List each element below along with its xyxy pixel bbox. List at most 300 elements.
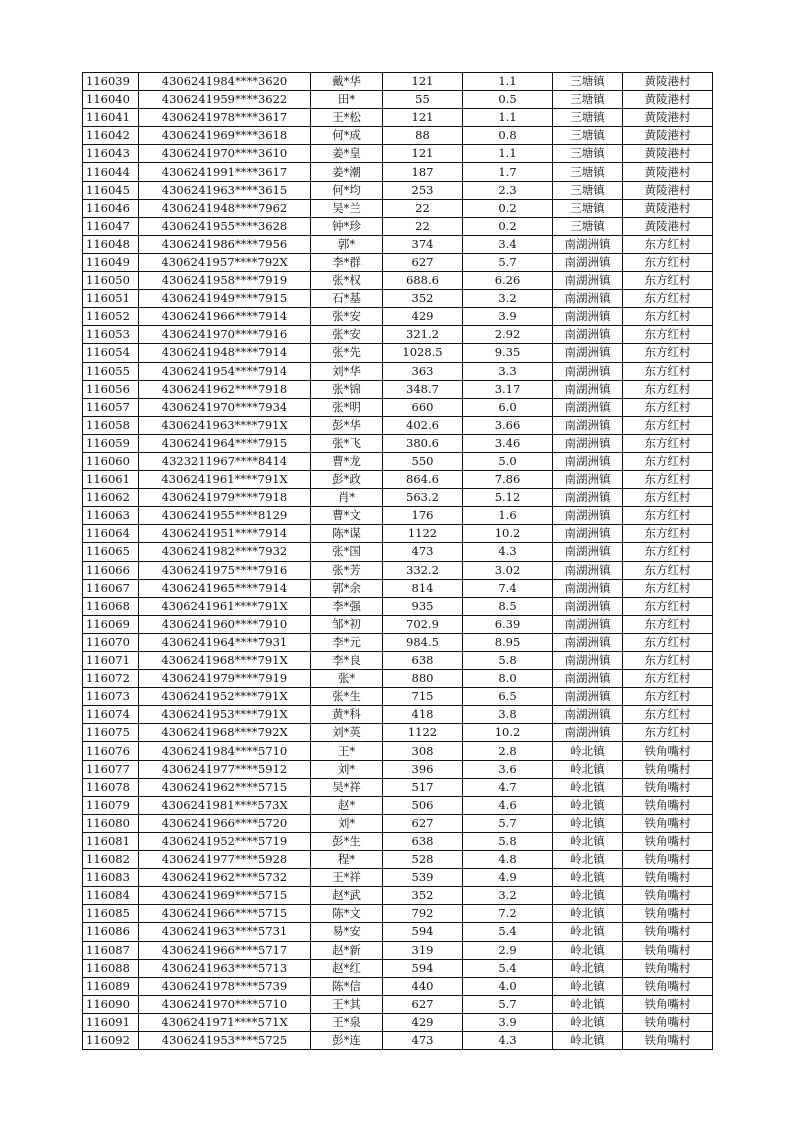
town-cell: 岭北镇 xyxy=(553,941,623,959)
town-cell: 三塘镇 xyxy=(553,217,623,235)
name-cell: 王*泉 xyxy=(311,1013,383,1031)
serial-cell: 116066 xyxy=(83,561,139,579)
serial-cell: 116061 xyxy=(83,471,139,489)
amount-cell: 352 xyxy=(383,290,463,308)
amount-cell: 22 xyxy=(383,217,463,235)
area-cell: 5.8 xyxy=(463,832,553,850)
name-cell: 张*明 xyxy=(311,398,383,416)
serial-cell: 116085 xyxy=(83,905,139,923)
village-cell: 铁角嘴村 xyxy=(623,760,713,778)
table-row xyxy=(83,579,713,597)
amount-cell: 429 xyxy=(383,308,463,326)
village-cell: 东方红村 xyxy=(623,398,713,416)
table-row xyxy=(83,380,713,398)
town-cell: 南湖洲镇 xyxy=(553,543,623,561)
area-cell: 0.2 xyxy=(463,199,553,217)
amount-cell: 1122 xyxy=(383,525,463,543)
amount-cell: 308 xyxy=(383,742,463,760)
table-row xyxy=(83,127,713,145)
area-cell: 1.1 xyxy=(463,73,553,91)
amount-cell: 121 xyxy=(383,73,463,91)
id-number-cell: 4306241969****5715 xyxy=(139,887,311,905)
village-cell: 铁角嘴村 xyxy=(623,778,713,796)
table-row xyxy=(83,941,713,959)
table-row xyxy=(83,507,713,525)
serial-cell: 116070 xyxy=(83,633,139,651)
id-number-cell: 4306241949****7915 xyxy=(139,290,311,308)
serial-cell: 116087 xyxy=(83,941,139,959)
id-number-cell: 4306241952****5719 xyxy=(139,832,311,850)
amount-cell: 880 xyxy=(383,670,463,688)
area-cell: 3.9 xyxy=(463,308,553,326)
town-cell: 南湖洲镇 xyxy=(553,652,623,670)
serial-cell: 116073 xyxy=(83,688,139,706)
area-cell: 2.3 xyxy=(463,181,553,199)
id-number-cell: 4306241961****791X xyxy=(139,597,311,615)
amount-cell: 332.2 xyxy=(383,561,463,579)
town-cell: 岭北镇 xyxy=(553,887,623,905)
name-cell: 张*先 xyxy=(311,344,383,362)
serial-cell: 116062 xyxy=(83,489,139,507)
area-cell: 3.46 xyxy=(463,434,553,452)
name-cell: 刘*英 xyxy=(311,724,383,742)
table-row xyxy=(83,471,713,489)
name-cell: 王* xyxy=(311,742,383,760)
name-cell: 李*良 xyxy=(311,652,383,670)
serial-cell: 116063 xyxy=(83,507,139,525)
id-number-cell: 4306241970****5710 xyxy=(139,995,311,1013)
amount-cell: 792 xyxy=(383,905,463,923)
id-number-cell: 4323211967****8414 xyxy=(139,452,311,470)
serial-cell: 116090 xyxy=(83,995,139,1013)
area-cell: 1.6 xyxy=(463,507,553,525)
table-row xyxy=(83,561,713,579)
name-cell: 赵*武 xyxy=(311,887,383,905)
town-cell: 南湖洲镇 xyxy=(553,724,623,742)
amount-cell: 1028.5 xyxy=(383,344,463,362)
town-cell: 南湖洲镇 xyxy=(553,253,623,271)
name-cell: 李*群 xyxy=(311,253,383,271)
town-cell: 南湖洲镇 xyxy=(553,326,623,344)
village-cell: 东方红村 xyxy=(623,561,713,579)
id-number-cell: 4306241960****7910 xyxy=(139,615,311,633)
amount-cell: 528 xyxy=(383,851,463,869)
area-cell: 4.7 xyxy=(463,778,553,796)
amount-cell: 363 xyxy=(383,362,463,380)
town-cell: 南湖洲镇 xyxy=(553,670,623,688)
serial-cell: 116059 xyxy=(83,434,139,452)
area-cell: 5.4 xyxy=(463,923,553,941)
name-cell: 赵* xyxy=(311,796,383,814)
name-cell: 吴*兰 xyxy=(311,199,383,217)
name-cell: 姜*潮 xyxy=(311,163,383,181)
village-cell: 东方红村 xyxy=(623,688,713,706)
name-cell: 张*芳 xyxy=(311,561,383,579)
table-row xyxy=(83,452,713,470)
village-cell: 东方红村 xyxy=(623,471,713,489)
table-row xyxy=(83,416,713,434)
amount-cell: 473 xyxy=(383,1031,463,1049)
amount-cell: 374 xyxy=(383,235,463,253)
serial-cell: 116050 xyxy=(83,272,139,290)
amount-cell: 352 xyxy=(383,887,463,905)
amount-cell: 638 xyxy=(383,652,463,670)
village-cell: 黄陵港村 xyxy=(623,109,713,127)
town-cell: 岭北镇 xyxy=(553,796,623,814)
area-cell: 3.6 xyxy=(463,760,553,778)
id-number-cell: 4306241978****3617 xyxy=(139,109,311,127)
name-cell: 张*国 xyxy=(311,543,383,561)
village-cell: 东方红村 xyxy=(623,253,713,271)
id-number-cell: 4306241975****7916 xyxy=(139,561,311,579)
serial-cell: 116092 xyxy=(83,1031,139,1049)
name-cell: 刘* xyxy=(311,760,383,778)
name-cell: 彭*政 xyxy=(311,471,383,489)
village-cell: 黄陵港村 xyxy=(623,91,713,109)
table-row xyxy=(83,869,713,887)
serial-cell: 116076 xyxy=(83,742,139,760)
area-cell: 8.0 xyxy=(463,670,553,688)
area-cell: 4.3 xyxy=(463,1031,553,1049)
area-cell: 9.35 xyxy=(463,344,553,362)
area-cell: 7.86 xyxy=(463,471,553,489)
name-cell: 邹*初 xyxy=(311,615,383,633)
table-row xyxy=(83,290,713,308)
id-number-cell: 4306241965****7914 xyxy=(139,579,311,597)
amount-cell: 660 xyxy=(383,398,463,416)
serial-cell: 116082 xyxy=(83,851,139,869)
serial-cell: 116047 xyxy=(83,217,139,235)
serial-cell: 116041 xyxy=(83,109,139,127)
serial-cell: 116077 xyxy=(83,760,139,778)
amount-cell: 984.5 xyxy=(383,633,463,651)
town-cell: 南湖洲镇 xyxy=(553,561,623,579)
id-number-cell: 4306241955****3628 xyxy=(139,217,311,235)
id-number-cell: 4306241979****7918 xyxy=(139,489,311,507)
amount-cell: 440 xyxy=(383,977,463,995)
area-cell: 8.95 xyxy=(463,633,553,651)
town-cell: 岭北镇 xyxy=(553,995,623,1013)
serial-cell: 116040 xyxy=(83,91,139,109)
village-cell: 铁角嘴村 xyxy=(623,1013,713,1031)
town-cell: 南湖洲镇 xyxy=(553,688,623,706)
town-cell: 南湖洲镇 xyxy=(553,416,623,434)
town-cell: 南湖洲镇 xyxy=(553,235,623,253)
village-cell: 东方红村 xyxy=(623,652,713,670)
village-cell: 东方红村 xyxy=(623,416,713,434)
serial-cell: 116054 xyxy=(83,344,139,362)
amount-cell: 187 xyxy=(383,163,463,181)
name-cell: 赵*红 xyxy=(311,959,383,977)
amount-cell: 627 xyxy=(383,814,463,832)
town-cell: 南湖洲镇 xyxy=(553,434,623,452)
village-cell: 东方红村 xyxy=(623,308,713,326)
village-cell: 黄陵港村 xyxy=(623,127,713,145)
table-body xyxy=(83,73,713,1050)
town-cell: 南湖洲镇 xyxy=(553,489,623,507)
village-cell: 东方红村 xyxy=(623,452,713,470)
data-table xyxy=(82,72,713,1050)
serial-cell: 116049 xyxy=(83,253,139,271)
village-cell: 铁角嘴村 xyxy=(623,923,713,941)
town-cell: 南湖洲镇 xyxy=(553,706,623,724)
id-number-cell: 4306241982****7932 xyxy=(139,543,311,561)
town-cell: 岭北镇 xyxy=(553,977,623,995)
table-row xyxy=(83,181,713,199)
area-cell: 5.0 xyxy=(463,452,553,470)
amount-cell: 627 xyxy=(383,995,463,1013)
table-row xyxy=(83,959,713,977)
town-cell: 南湖洲镇 xyxy=(553,633,623,651)
town-cell: 三塘镇 xyxy=(553,91,623,109)
village-cell: 铁角嘴村 xyxy=(623,814,713,832)
town-cell: 岭北镇 xyxy=(553,832,623,850)
area-cell: 4.6 xyxy=(463,796,553,814)
area-cell: 0.5 xyxy=(463,91,553,109)
area-cell: 3.17 xyxy=(463,380,553,398)
name-cell: 张*生 xyxy=(311,688,383,706)
id-number-cell: 4306241963****3615 xyxy=(139,181,311,199)
id-number-cell: 4306241957****792X xyxy=(139,253,311,271)
id-number-cell: 4306241968****792X xyxy=(139,724,311,742)
serial-cell: 116074 xyxy=(83,706,139,724)
name-cell: 王*松 xyxy=(311,109,383,127)
name-cell: 张* xyxy=(311,670,383,688)
id-number-cell: 4306241971****571X xyxy=(139,1013,311,1031)
serial-cell: 116069 xyxy=(83,615,139,633)
id-number-cell: 4306241970****3610 xyxy=(139,145,311,163)
amount-cell: 321.2 xyxy=(383,326,463,344)
town-cell: 南湖洲镇 xyxy=(553,507,623,525)
id-number-cell: 4306241963****5713 xyxy=(139,959,311,977)
name-cell: 彭*生 xyxy=(311,832,383,850)
id-number-cell: 4306241951****7914 xyxy=(139,525,311,543)
village-cell: 东方红村 xyxy=(623,380,713,398)
town-cell: 岭北镇 xyxy=(553,851,623,869)
name-cell: 张*权 xyxy=(311,272,383,290)
id-number-cell: 4306241962****7918 xyxy=(139,380,311,398)
serial-cell: 116053 xyxy=(83,326,139,344)
amount-cell: 253 xyxy=(383,181,463,199)
serial-cell: 116057 xyxy=(83,398,139,416)
table-row xyxy=(83,977,713,995)
area-cell: 5.8 xyxy=(463,652,553,670)
village-cell: 铁角嘴村 xyxy=(623,959,713,977)
table-row xyxy=(83,91,713,109)
id-number-cell: 4306241961****791X xyxy=(139,471,311,489)
serial-cell: 116089 xyxy=(83,977,139,995)
id-number-cell: 4306241948****7914 xyxy=(139,344,311,362)
serial-cell: 116078 xyxy=(83,778,139,796)
village-cell: 铁角嘴村 xyxy=(623,742,713,760)
town-cell: 南湖洲镇 xyxy=(553,308,623,326)
id-number-cell: 4306241977****5928 xyxy=(139,851,311,869)
village-cell: 东方红村 xyxy=(623,344,713,362)
area-cell: 3.3 xyxy=(463,362,553,380)
name-cell: 姜*皇 xyxy=(311,145,383,163)
town-cell: 三塘镇 xyxy=(553,199,623,217)
name-cell: 王*祥 xyxy=(311,869,383,887)
town-cell: 岭北镇 xyxy=(553,905,623,923)
amount-cell: 22 xyxy=(383,199,463,217)
amount-cell: 176 xyxy=(383,507,463,525)
village-cell: 东方红村 xyxy=(623,362,713,380)
name-cell: 曹*文 xyxy=(311,507,383,525)
name-cell: 李*强 xyxy=(311,597,383,615)
name-cell: 王*其 xyxy=(311,995,383,1013)
table-row xyxy=(83,217,713,235)
name-cell: 戴*华 xyxy=(311,73,383,91)
amount-cell: 864.6 xyxy=(383,471,463,489)
town-cell: 南湖洲镇 xyxy=(553,380,623,398)
area-cell: 6.5 xyxy=(463,688,553,706)
id-number-cell: 4306241959****3622 xyxy=(139,91,311,109)
id-number-cell: 4306241966****7914 xyxy=(139,308,311,326)
village-cell: 黄陵港村 xyxy=(623,163,713,181)
village-cell: 东方红村 xyxy=(623,706,713,724)
village-cell: 铁角嘴村 xyxy=(623,832,713,850)
name-cell: 陈*谋 xyxy=(311,525,383,543)
table-row xyxy=(83,670,713,688)
table-row xyxy=(83,995,713,1013)
id-number-cell: 4306241981****573X xyxy=(139,796,311,814)
serial-cell: 116081 xyxy=(83,832,139,850)
name-cell: 何*成 xyxy=(311,127,383,145)
name-cell: 曹*龙 xyxy=(311,452,383,470)
serial-cell: 116058 xyxy=(83,416,139,434)
village-cell: 铁角嘴村 xyxy=(623,941,713,959)
serial-cell: 116045 xyxy=(83,181,139,199)
name-cell: 张*安 xyxy=(311,308,383,326)
village-cell: 东方红村 xyxy=(623,543,713,561)
village-cell: 黄陵港村 xyxy=(623,181,713,199)
serial-cell: 116052 xyxy=(83,308,139,326)
village-cell: 铁角嘴村 xyxy=(623,796,713,814)
town-cell: 南湖洲镇 xyxy=(553,290,623,308)
village-cell: 东方红村 xyxy=(623,434,713,452)
area-cell: 10.2 xyxy=(463,724,553,742)
name-cell: 肖* xyxy=(311,489,383,507)
table-row xyxy=(83,633,713,651)
town-cell: 岭北镇 xyxy=(553,959,623,977)
name-cell: 钟*珍 xyxy=(311,217,383,235)
village-cell: 铁角嘴村 xyxy=(623,887,713,905)
town-cell: 岭北镇 xyxy=(553,923,623,941)
area-cell: 8.5 xyxy=(463,597,553,615)
area-cell: 5.7 xyxy=(463,253,553,271)
town-cell: 三塘镇 xyxy=(553,163,623,181)
town-cell: 南湖洲镇 xyxy=(553,344,623,362)
village-cell: 黄陵港村 xyxy=(623,199,713,217)
table-row xyxy=(83,434,713,452)
area-cell: 7.4 xyxy=(463,579,553,597)
id-number-cell: 4306241977****5912 xyxy=(139,760,311,778)
amount-cell: 550 xyxy=(383,452,463,470)
name-cell: 郭*余 xyxy=(311,579,383,597)
id-number-cell: 4306241952****791X xyxy=(139,688,311,706)
table-row xyxy=(83,706,713,724)
table-row xyxy=(83,778,713,796)
town-cell: 三塘镇 xyxy=(553,73,623,91)
id-number-cell: 4306241963****5731 xyxy=(139,923,311,941)
serial-cell: 116055 xyxy=(83,362,139,380)
id-number-cell: 4306241986****7956 xyxy=(139,235,311,253)
area-cell: 6.39 xyxy=(463,615,553,633)
table-row xyxy=(83,253,713,271)
town-cell: 岭北镇 xyxy=(553,814,623,832)
serial-cell: 116068 xyxy=(83,597,139,615)
name-cell: 程* xyxy=(311,851,383,869)
name-cell: 刘* xyxy=(311,814,383,832)
table-row xyxy=(83,760,713,778)
area-cell: 3.9 xyxy=(463,1013,553,1031)
table-row xyxy=(83,851,713,869)
id-number-cell: 4306241979****7919 xyxy=(139,670,311,688)
amount-cell: 429 xyxy=(383,1013,463,1031)
area-cell: 2.9 xyxy=(463,941,553,959)
table-row xyxy=(83,832,713,850)
amount-cell: 473 xyxy=(383,543,463,561)
table-row xyxy=(83,145,713,163)
id-number-cell: 4306241966****5717 xyxy=(139,941,311,959)
serial-cell: 116075 xyxy=(83,724,139,742)
serial-cell: 116072 xyxy=(83,670,139,688)
area-cell: 0.8 xyxy=(463,127,553,145)
area-cell: 5.7 xyxy=(463,814,553,832)
village-cell: 东方红村 xyxy=(623,579,713,597)
serial-cell: 116056 xyxy=(83,380,139,398)
area-cell: 1.1 xyxy=(463,145,553,163)
town-cell: 南湖洲镇 xyxy=(553,272,623,290)
town-cell: 三塘镇 xyxy=(553,145,623,163)
amount-cell: 638 xyxy=(383,832,463,850)
town-cell: 岭北镇 xyxy=(553,1013,623,1031)
table-row xyxy=(83,1031,713,1049)
serial-cell: 116079 xyxy=(83,796,139,814)
town-cell: 南湖洲镇 xyxy=(553,471,623,489)
area-cell: 10.2 xyxy=(463,525,553,543)
amount-cell: 348.7 xyxy=(383,380,463,398)
area-cell: 3.2 xyxy=(463,887,553,905)
id-number-cell: 4306241970****7916 xyxy=(139,326,311,344)
table-row xyxy=(83,905,713,923)
amount-cell: 594 xyxy=(383,959,463,977)
amount-cell: 418 xyxy=(383,706,463,724)
amount-cell: 121 xyxy=(383,109,463,127)
name-cell: 刘*华 xyxy=(311,362,383,380)
area-cell: 2.8 xyxy=(463,742,553,760)
table-row xyxy=(83,525,713,543)
name-cell: 石*基 xyxy=(311,290,383,308)
amount-cell: 688.6 xyxy=(383,272,463,290)
area-cell: 4.0 xyxy=(463,977,553,995)
table-row xyxy=(83,742,713,760)
village-cell: 铁角嘴村 xyxy=(623,977,713,995)
town-cell: 南湖洲镇 xyxy=(553,615,623,633)
village-cell: 东方红村 xyxy=(623,272,713,290)
id-number-cell: 4306241953****791X xyxy=(139,706,311,724)
town-cell: 南湖洲镇 xyxy=(553,579,623,597)
table-row xyxy=(83,344,713,362)
town-cell: 南湖洲镇 xyxy=(553,525,623,543)
village-cell: 铁角嘴村 xyxy=(623,1031,713,1049)
serial-cell: 116065 xyxy=(83,543,139,561)
area-cell: 1.7 xyxy=(463,163,553,181)
area-cell: 1.1 xyxy=(463,109,553,127)
village-cell: 铁角嘴村 xyxy=(623,851,713,869)
town-cell: 南湖洲镇 xyxy=(553,398,623,416)
id-number-cell: 4306241969****3618 xyxy=(139,127,311,145)
